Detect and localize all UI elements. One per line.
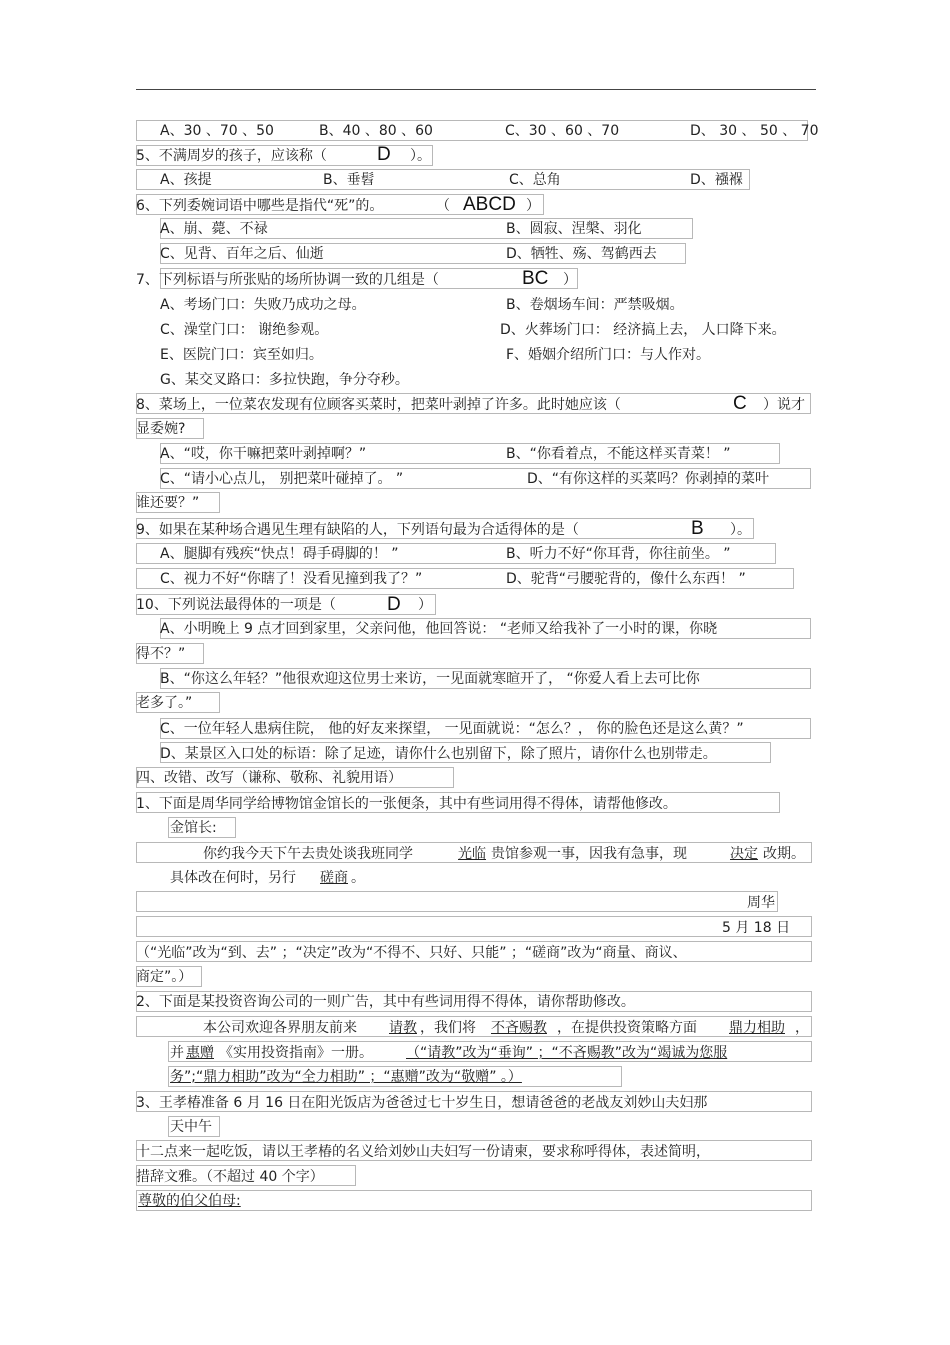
p1-answer-line2: 商定”。） [136,969,193,985]
p2-word-qingjiao: 请教 [389,1020,417,1036]
q10-option-a-cont: 得不？” [136,646,186,662]
p2-body2: ，我们将 [420,1020,476,1036]
p1-body5: 。 [351,870,365,886]
p1-body1: 你约我今天下午去贵处谈我班同学 [203,846,413,862]
q8-option-a: A、“哎，你干嘛把菜叶剥掉啊？” [160,446,367,462]
q6-answer: ABCD [463,194,516,215]
q5-answer: D [377,144,391,165]
p1-sign: 周华 [747,895,775,911]
q7-option-f: F、婚姻介绍所门口：与人作对。 [506,347,711,363]
p1-word-cuoshang: 磋商 [320,870,348,886]
q7-option-d: D、火葬场门口： 经济搞上去， 人口降下来。 [500,322,786,338]
q8-end: ）说才 [763,397,805,413]
q5-question: 5、不满周岁的孩子，应该称（ [136,148,327,164]
q7-option-g: G、某交叉路口：多拉快跑，争分夺秒。 [160,372,409,388]
q9-option-d: D、驼背“弓腰驼背的，像什么东西！ ” [506,571,746,587]
p1-question: 1、下面是周华同学给博物馆金馆长的一张便条，其中有些词用得不得体，请帮他修改。 [136,796,677,812]
q4-option-a: A、30 、70 、50 [160,123,274,139]
section4-title: 四、改错、改写（谦称、敬称、礼貌用语） [136,770,402,786]
q6-question: 6、下列委婉词语中哪些是指代“死”的。 [136,198,384,214]
q7-option-e: E、医院门口：宾至如归。 [160,347,323,363]
p2-body4: ， [795,1020,809,1036]
p1-body3: 改期。 [763,846,805,862]
q5-end: ）。 [410,148,431,164]
p1-answer-line1: （“光临”改为“到、去” ；“决定”改为“不得不、只好、只能” ；“磋商”改为“商量、商议、 [136,945,687,961]
p1-date: 5 月 18 日 [722,920,791,936]
q8-option-c: C、“请小心点儿， 别把菜叶碰掉了。 ” [160,471,404,487]
q9-option-b: B、听力不好“你耳背，你往前坐。 ” [506,546,731,562]
q8-question-cont: 显委婉? [136,421,186,437]
p1-word-jueding: 决定 [730,846,758,862]
p2-word-dinglixiangzhu: 鼎力相助 [729,1020,785,1036]
header-rule [136,89,816,90]
q8-option-b: B、“你看着点，不能这样买青菜！ ” [506,446,731,462]
p2-word-bulincijiao: 不吝赐教 [491,1020,547,1036]
q8-question: 8、菜场上，一位菜农发现有位顾客买菜时，把菜叶剥掉了许多。此时她应该（ [136,397,621,413]
p1-sign-box [136,891,778,912]
q7-answer: BC [522,268,549,289]
q10-option-a: A、小明晚上 9 点才回到家里，父亲问他，他回答说： “老师又给我补了一小时的课，你晓 [160,621,718,637]
q8-option-d: D、“有你这样的买菜吗？你剥掉的菜叶 [527,471,770,487]
p1-salutation: 金馆长: [170,820,217,836]
p2-body1: 本公司欢迎各界朋友前来 [203,1020,357,1036]
q4-option-d: D、 30 、 50 、 70 [690,123,819,139]
p1-body2: 贵馆参观一事，因我有急事，现 [491,846,687,862]
p2-answer-line2: 务”;“鼎力相助”改为“全力相助” ；“惠赠”改为“敬赠” 。） [170,1069,522,1085]
q6-option-b: B、圆寂、涅槃、羽化 [506,221,642,237]
q8-answer: C [733,393,747,414]
q10-option-d: D、某景区入口处的标语：除了足迹，请你什么也别留下，除了照片，请你什么也别带走。 [160,746,717,762]
p1-body4: 具体改在何时，另行 [170,870,296,886]
p3-question-line3: 十二点来一起吃饭，请以王孝椿的名义给刘妙山夫妇写一份请柬，要求称呼得体，表述简明， [136,1144,710,1160]
q10-end: ） [418,597,432,613]
p1-date-box [136,916,812,937]
p2-answer-line1: （“请教”改为“垂询” ；“不吝赐教”改为“竭诚为您服 [406,1045,728,1061]
p2-body3: ，在提供投资策略方面 [557,1020,697,1036]
q6-option-a: A、崩、薨、不禄 [160,221,268,237]
q9-option-c: C、视力不好“你瞎了！没看见撞到我了？” [160,571,423,587]
p2-body5: 并 [170,1045,184,1061]
q7-option-a: A、考场门口：失败乃成功之母。 [160,297,366,313]
p3-salutation: 尊敬的伯父伯母: [138,1193,241,1209]
q5-option-a: A、孩提 [160,172,212,188]
q5-option-d: D、襁褓 [690,172,743,188]
q8-option-d-cont: 谁还要？” [136,495,200,511]
p2-question: 2、下面是某投资咨询公司的一则广告，其中有些词用得不得体，请你帮助修改。 [136,994,635,1010]
q4-option-b: B、40 、80 、60 [319,123,433,139]
q10-answer: D [387,594,401,615]
p3-question-cont: 天中午 [170,1119,212,1135]
q9-end: ）。 [730,522,751,538]
q6-paren-open: （ [436,198,450,214]
q10-option-b: B、“你这么年轻？”他很欢迎这位男士来访，一见面就寒暄开了， “你爱人看上去可比你 [160,671,700,687]
q6-option-d: D、牺牲、殇、驾鹤西去 [506,246,657,262]
q6-paren-close: ） [526,198,540,214]
q10-option-b-cont: 老多了。” [136,695,193,711]
q5-options-box [136,169,750,190]
q9-answer: B [691,518,704,539]
q9-option-a: A、腿脚有残疾“快点！碍手碍脚的！ ” [160,546,399,562]
q9-question: 9、如果在某种场合遇见生理有缺陷的人，下列语句最为合适得体的是（ [136,522,579,538]
p1-word-guanglin: 光临 [458,846,486,862]
q5-option-c: C、总角 [509,172,561,188]
q10-option-c: C、一位年轻人患病住院， 他的好友来探望， 一见面就说：“怎么？， 你的脸色还是这么黄？” [160,721,744,737]
p2-body6: 《实用投资指南》一册。 [219,1045,373,1061]
q6-option-c: C、见背、百年之后、仙逝 [160,246,324,262]
p3-question: 3、王孝椿准备 6 月 16 日在阳光饭店为爸爸过七十岁生日，想请爸爸的老战友刘妙山夫妇那 [136,1095,708,1111]
q4-option-c: C、30 、60 、70 [505,123,620,139]
q5-option-b: B、垂髫 [323,172,375,188]
q10-question: 10、下列说法最得体的一项是（ [136,597,336,613]
q7-end: ） [563,272,577,288]
p3-question-line4: 措辞文雅。（不超过 40 个字） [136,1169,324,1185]
q7-option-b: B、卷烟场车间：严禁吸烟。 [506,297,684,313]
p2-word-huizeng: 惠赠 [186,1045,214,1061]
q7-option-c: C、澡堂门口： 谢绝参观。 [160,322,329,338]
q7-question: 7、下列标语与所张贴的场所协调一致的几组是（ [136,272,439,288]
